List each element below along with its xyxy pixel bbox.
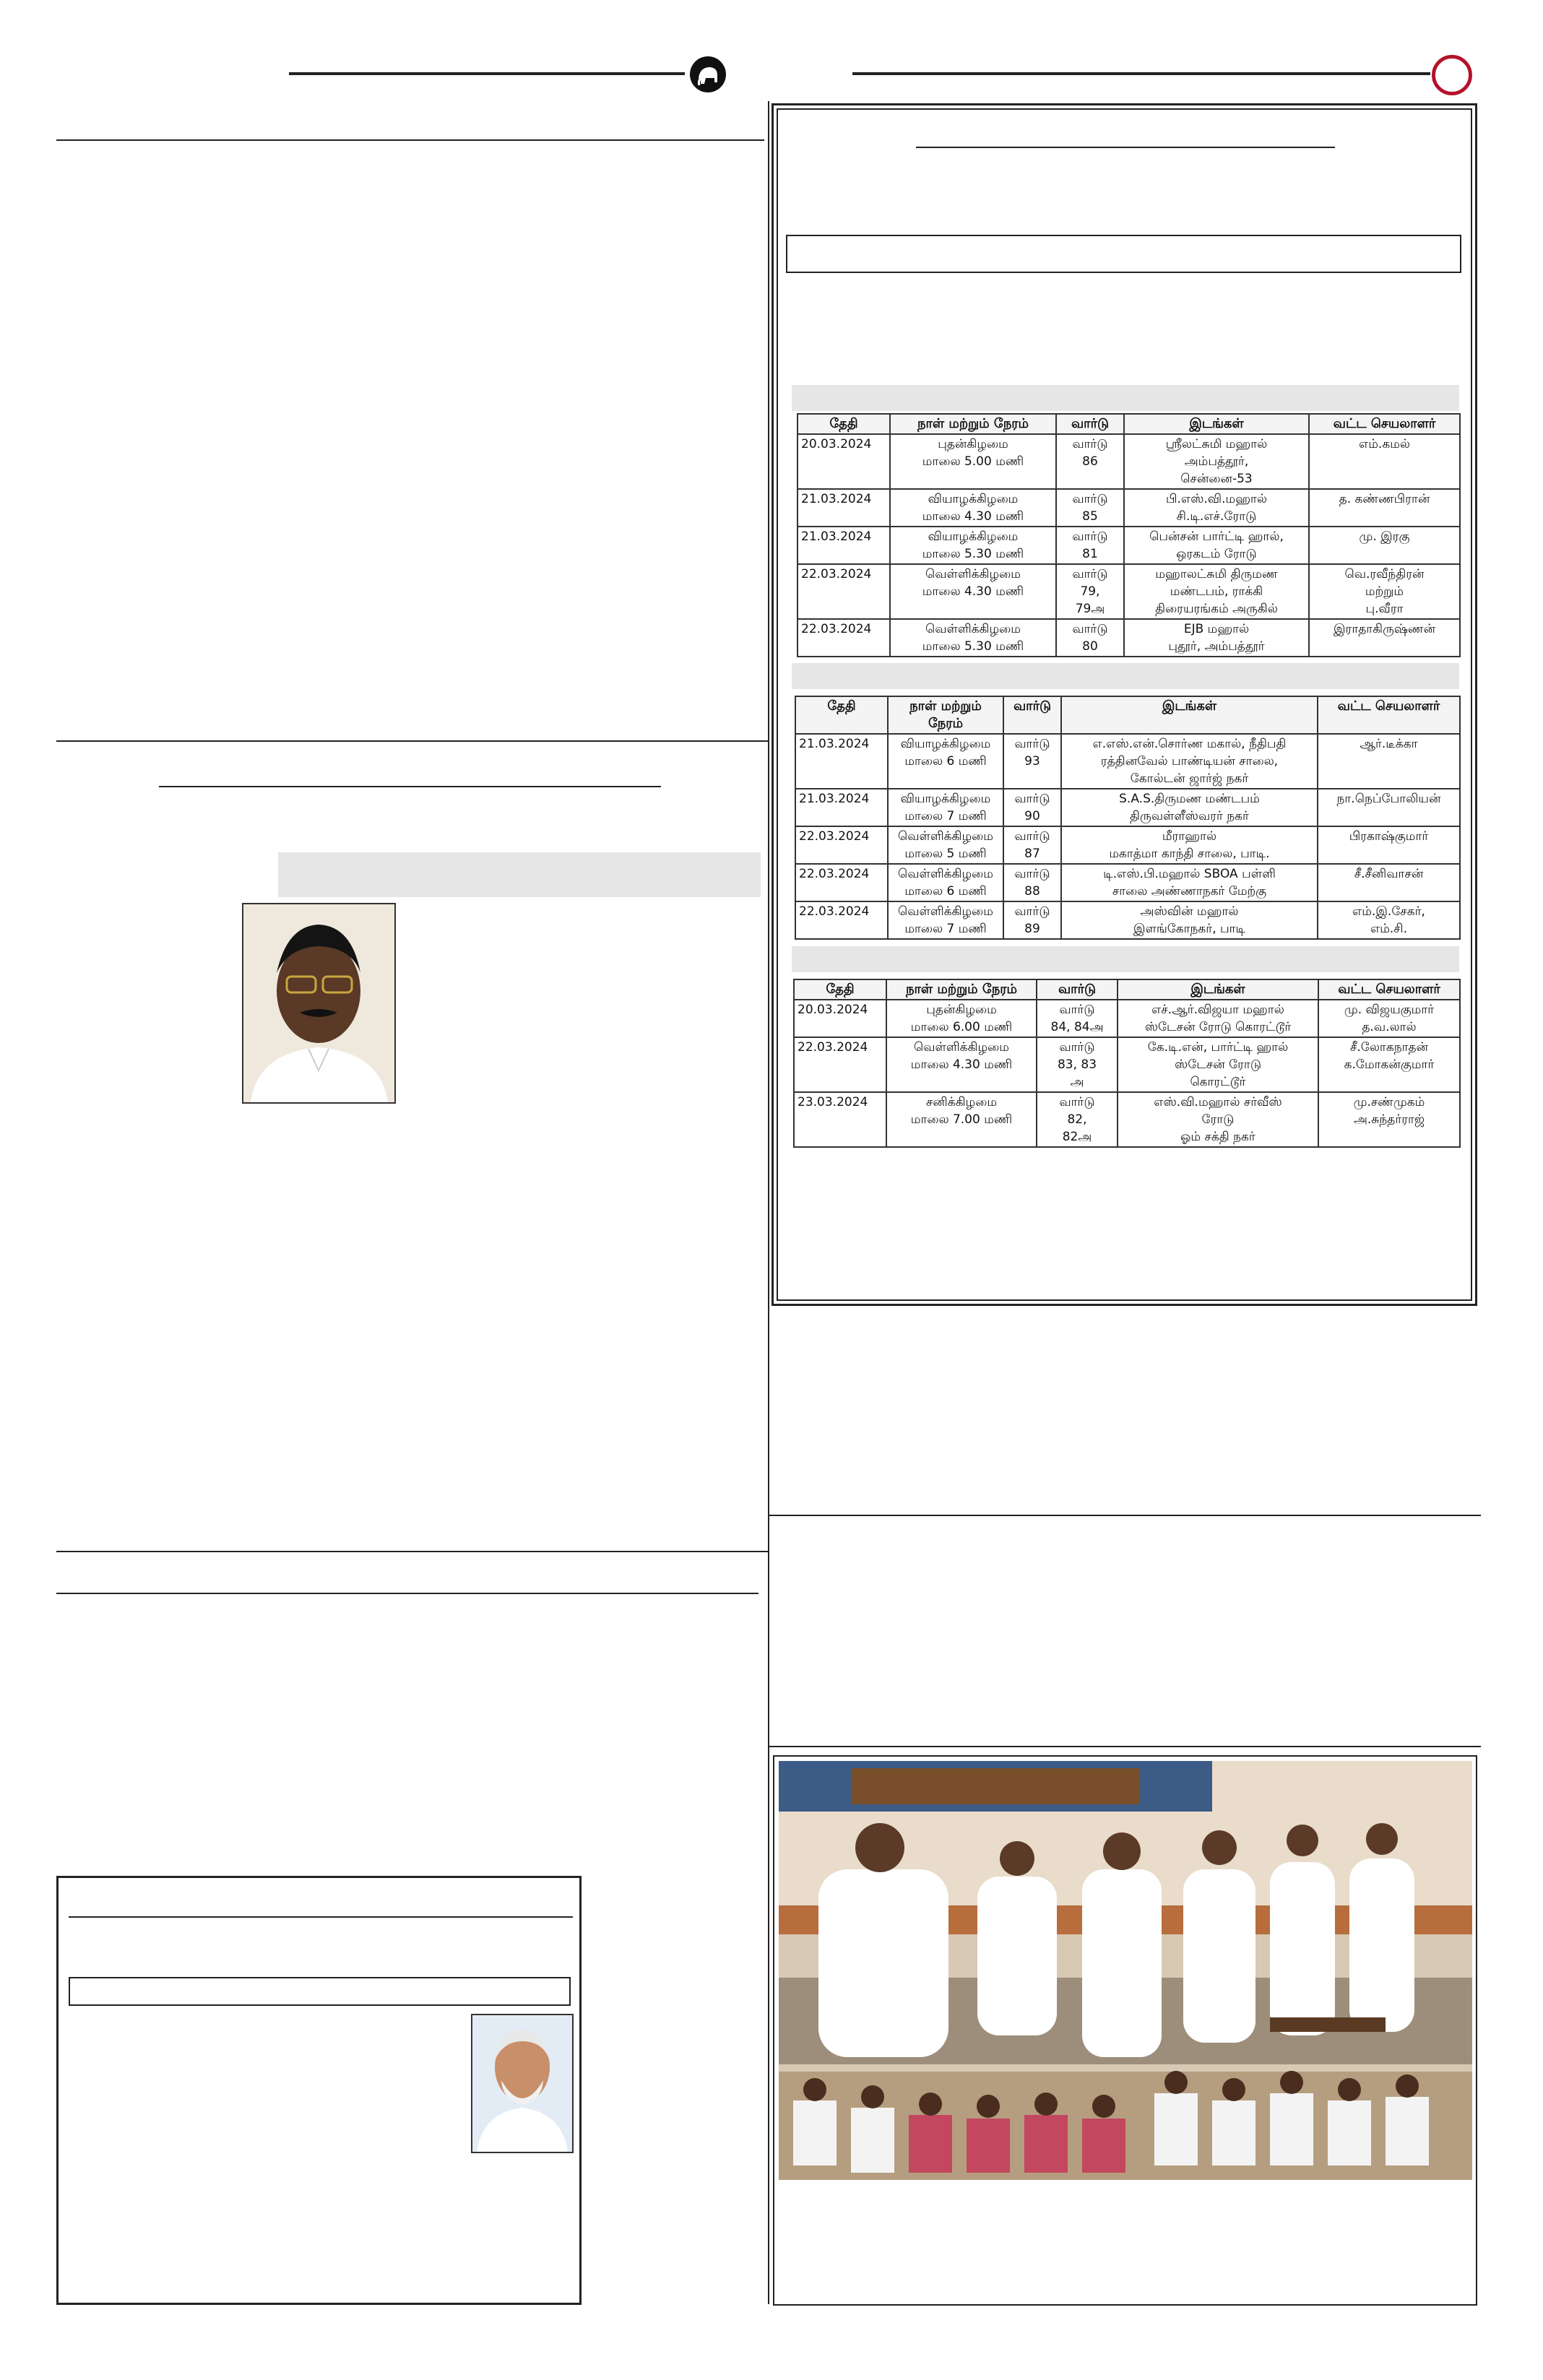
cell-line: ஸ்டேசன் ரோடு (1174, 1057, 1262, 1072)
section-1-band (792, 385, 1459, 411)
ward-cell (1003, 864, 1061, 901)
cell-line: வியாழக்கிழமை (928, 529, 1019, 544)
cell-line: மகாத்மா காந்தி சாலை, பாடி. (1109, 847, 1270, 861)
date-cell: 21.03.2024 (798, 527, 890, 564)
left-column-rule-lower-1 (56, 1551, 768, 1552)
cell-line: நா.நெப்போலியன் (1336, 792, 1441, 806)
cell-line: பிரகாஷ்குமார் (1349, 829, 1429, 844)
cell-line: எம்.சி. (1370, 922, 1408, 936)
cell-line: க.மோகன்குமார் (1344, 1057, 1435, 1072)
masthead-rule-left (289, 72, 685, 75)
cell-line: மாலை 6.00 மணி (910, 1020, 1013, 1034)
cell-line: 79அ (1075, 602, 1105, 616)
cell-line: EJB மஹால் (1183, 622, 1250, 636)
venue-cell (1061, 789, 1318, 826)
col-venue: இடங்கள் (1118, 979, 1318, 1000)
col-day-time: நாள் மற்றும் நேரம் (888, 696, 1003, 734)
table-row (798, 434, 1460, 489)
right-column-rule-2 (769, 1746, 1481, 1747)
cell-line: எம்.கமல் (1358, 437, 1410, 451)
cell-line: மாலை 5.00 மணி (922, 454, 1024, 469)
secretary-cell (1318, 789, 1460, 826)
col-date: தேதி (794, 979, 886, 1000)
column-divider (768, 101, 769, 2304)
cell-line: இளங்கோநகர், பாடி (1133, 922, 1246, 936)
col-ward: வார்டு (1037, 979, 1118, 1000)
cell-line: வெள்ளிக்கிழமை (898, 867, 993, 881)
cell-line: கே.டி.என், பார்ட்டி ஹால் (1147, 1040, 1289, 1055)
col-venue: இடங்கள் (1124, 414, 1309, 434)
venue-cell (1124, 619, 1309, 657)
cell-line: மு.சண்முகம் (1353, 1095, 1425, 1109)
col-secretary: வட்ட செயலாளர் (1318, 979, 1460, 1000)
notice-portrait-photo (471, 2014, 574, 2153)
cell-line: எச்.ஆர்.விஜயா மஹால் (1151, 1003, 1284, 1017)
secretary-cell (1318, 826, 1460, 864)
cell-line: அஸ்வின் மஹால் (1140, 904, 1239, 919)
date-cell: 22.03.2024 (798, 564, 890, 619)
day-time-cell (888, 901, 1003, 939)
col-venue: இடங்கள் (1061, 696, 1318, 734)
cell-line: இராதாகிருஷ்ணன் (1334, 622, 1435, 636)
cell-line: பி.எஸ்.வி.மஹால் (1165, 492, 1268, 506)
venue-cell (1061, 864, 1318, 901)
cell-line: வார்டு (1059, 1095, 1095, 1109)
schedule-table-3 (793, 979, 1461, 1148)
cell-line: திரையரங்கம் அருகில் (1155, 602, 1278, 616)
ward-cell (1003, 789, 1061, 826)
venue-cell (1124, 489, 1309, 527)
cell-line: புதன்கிழமை (938, 437, 1008, 451)
cell-line: வெள்ளிக்கிழமை (925, 622, 1021, 636)
cell-line: ஸ்ரீலட்சுமி மஹால் (1165, 437, 1268, 451)
cell-line: 87 (1024, 847, 1040, 861)
date-cell: 23.03.2024 (794, 1092, 886, 1147)
secretary-cell (1309, 489, 1460, 527)
cell-line: ரத்தினவேல் பாண்டியன் சாலை, (1100, 754, 1279, 769)
cell-line: த. கண்ணபிரான் (1339, 492, 1430, 506)
day-time-cell (888, 826, 1003, 864)
cell-line: சென்னை-53 (1180, 472, 1253, 486)
cell-line: S.A.S.திருமண மண்டபம் (1119, 792, 1260, 806)
page-number-circle-icon (1432, 55, 1472, 95)
cell-line: அ.சுந்தர்ராஜ் (1353, 1112, 1425, 1127)
cell-line: 82, (1067, 1112, 1087, 1127)
date-cell: 21.03.2024 (795, 789, 888, 826)
cell-line: சாலை அண்ணாநகர் மேற்கு (1112, 884, 1267, 899)
day-time-cell (888, 734, 1003, 789)
table-row (794, 1037, 1460, 1092)
secretary-cell (1309, 564, 1460, 619)
day-time-cell (886, 1000, 1037, 1037)
venue-cell (1124, 527, 1309, 564)
cell-line: மஹாலட்சுமி திருமண (1155, 567, 1278, 581)
table-row (798, 489, 1460, 527)
right-column-rule-1 (769, 1515, 1481, 1516)
secretary-cell (1309, 619, 1460, 657)
cell-line: மு. விஜயகுமார் (1344, 1003, 1435, 1017)
cell-line: 82அ (1062, 1130, 1092, 1144)
cell-line: வெ.ரவீந்திரன் (1344, 567, 1425, 581)
cell-line: எ.எஸ்.என்.சொர்ண மகால், நீதிபதி (1092, 737, 1287, 751)
cell-line: மாலை 7 மணி (904, 809, 987, 823)
cell-line: மீராஹால் (1162, 829, 1217, 844)
cell-line: 84, 84அ (1050, 1020, 1104, 1034)
cell-line: சி.டி.எச்.ரோடு (1176, 509, 1257, 524)
left-column-rule-mid (56, 740, 768, 742)
cell-line: வார்டு (1072, 492, 1108, 506)
cell-line: சீ.லோகநாதன் (1349, 1040, 1429, 1055)
cell-line: வார்டு (1059, 1040, 1095, 1055)
ward-cell (1056, 489, 1124, 527)
ward-cell (1056, 434, 1124, 489)
table-row (798, 564, 1460, 619)
cell-line: ஸ்டேசன் ரோடு கொரட்டூர் (1144, 1020, 1292, 1034)
secretary-cell (1318, 1000, 1460, 1037)
cell-line: வார்டு (1014, 867, 1050, 881)
secretary-cell (1318, 1037, 1460, 1092)
cell-line: மாலை 4.30 மணி (922, 584, 1024, 599)
venue-cell (1124, 434, 1309, 489)
venue-cell (1118, 1092, 1318, 1147)
day-time-cell (890, 434, 1056, 489)
cell-line: 89 (1024, 922, 1040, 936)
secretary-cell (1318, 864, 1460, 901)
table-row (794, 1000, 1460, 1037)
cell-line: பு.வீரா (1365, 602, 1404, 616)
col-secretary: வட்ட செயலாளர் (1318, 696, 1460, 734)
date-cell: 22.03.2024 (795, 901, 888, 939)
cell-line: வார்டு (1014, 904, 1050, 919)
cell-line: டி.எஸ்.பி.மஹால் SBOA பள்ளி (1103, 867, 1276, 881)
cell-line: பென்சன் பார்ட்டி ஹால், (1149, 529, 1284, 544)
date-cell: 21.03.2024 (798, 489, 890, 527)
date-cell: 22.03.2024 (795, 826, 888, 864)
venue-cell (1124, 564, 1309, 619)
article-title-underline (159, 786, 661, 787)
cell-line: கொரட்டூர் (1190, 1075, 1246, 1089)
article-subheading-band (278, 852, 761, 897)
left-column-rule-top (56, 139, 764, 141)
day-time-cell (888, 789, 1003, 826)
cell-line: திருவள்ளீஸ்வரர் நகர் (1130, 809, 1249, 823)
cell-line: வெள்ளிக்கிழமை (914, 1040, 1009, 1055)
cell-line: மாலை 7 மணி (904, 922, 987, 936)
ward-cell (1037, 1092, 1118, 1147)
cell-line: 90 (1024, 809, 1040, 823)
cell-line: 85 (1082, 509, 1098, 524)
date-cell: 22.03.2024 (794, 1037, 886, 1092)
cell-line: ரோடு (1201, 1112, 1235, 1127)
table-3-body (794, 1000, 1460, 1147)
ward-cell (1037, 1037, 1118, 1092)
cell-line: வார்டு (1014, 737, 1050, 751)
event-meeting-photo (779, 1761, 1472, 2180)
masthead-rule-right (852, 72, 1430, 75)
col-date: தேதி (795, 696, 888, 734)
date-cell: 22.03.2024 (795, 864, 888, 901)
day-time-cell (886, 1037, 1037, 1092)
cell-line: மாலை 4.30 மணி (910, 1057, 1013, 1072)
col-ward: வார்டு (1056, 414, 1124, 434)
table-row (795, 826, 1460, 864)
venue-cell (1118, 1000, 1318, 1037)
col-date: தேதி (798, 414, 890, 434)
day-time-cell (888, 864, 1003, 901)
cell-line: எம்.இ.சேகர், (1352, 904, 1425, 919)
cell-line: வார்டு (1072, 529, 1108, 544)
cell-line: வியாழக்கிழமை (900, 737, 991, 751)
cell-line: மு. இரகு (1359, 529, 1410, 544)
cell-line: 80 (1082, 639, 1098, 654)
cell-line: 79, (1080, 584, 1100, 599)
cell-line: வியாழக்கிழமை (928, 492, 1019, 506)
cell-line: ஒரகடம் ரோடு (1176, 547, 1257, 561)
cell-line: மாலை 6 மணி (904, 754, 987, 769)
table-row (798, 527, 1460, 564)
cell-line: ஓம் சக்தி நகர் (1180, 1130, 1255, 1144)
cell-line: மண்டபம், ராக்கி (1170, 584, 1263, 599)
day-time-cell (890, 527, 1056, 564)
cell-line: வார்டு (1059, 1003, 1095, 1017)
table-2-body (795, 734, 1460, 939)
cell-line: வெள்ளிக்கிழமை (898, 829, 993, 844)
venue-cell (1118, 1037, 1318, 1092)
ward-cell (1056, 527, 1124, 564)
ward-cell (1056, 619, 1124, 657)
cell-line: மாலை 5 மணி (904, 847, 987, 861)
col-secretary: வட்ட செயலாளர் (1309, 414, 1460, 434)
ward-cell (1003, 734, 1061, 789)
notice-heading-frame (69, 1977, 571, 2006)
secretary-cell (1318, 1092, 1460, 1147)
table-row (795, 789, 1460, 826)
notice-title-rule (69, 1916, 573, 1918)
date-cell: 22.03.2024 (798, 619, 890, 657)
date-cell: 20.03.2024 (798, 434, 890, 489)
table-row (798, 619, 1460, 657)
cell-line: மாலை 4.30 மணி (922, 509, 1024, 524)
cell-line: புதன்கிழமை (926, 1003, 997, 1017)
cell-line: 86 (1082, 454, 1098, 469)
col-ward: வார்டு (1003, 696, 1061, 734)
table-row (795, 864, 1460, 901)
ward-cell (1003, 901, 1061, 939)
ward-cell (1037, 1000, 1118, 1037)
cell-line: சீ.சீனிவாசன் (1354, 867, 1424, 881)
cell-line: மாலை 6 மணி (904, 884, 987, 899)
venue-cell (1061, 734, 1318, 789)
cell-line: வியாழக்கிழமை (900, 792, 991, 806)
table-row (795, 901, 1460, 939)
cell-line: 93 (1024, 754, 1040, 769)
schedule-heading-frame (786, 235, 1461, 273)
ward-cell (1003, 826, 1061, 864)
cell-line: 83, 83 (1057, 1057, 1097, 1072)
cell-line: 81 (1082, 547, 1098, 561)
schedule-table-1 (797, 413, 1461, 657)
col-day-time: நாள் மற்றும் நேரம் (886, 979, 1037, 1000)
author-portrait-photo (242, 903, 396, 1104)
date-cell: 20.03.2024 (794, 1000, 886, 1037)
cell-line: வார்டு (1072, 622, 1108, 636)
secretary-cell (1318, 734, 1460, 789)
schedule-title-rule (916, 147, 1335, 148)
cell-line: எஸ்.வி.மஹால் சர்வீஸ் (1154, 1095, 1282, 1109)
secretary-cell (1318, 901, 1460, 939)
cell-line: மற்றும் (1365, 584, 1404, 599)
cell-line: வார்டு (1014, 792, 1050, 806)
cell-line: மாலை 5.30 மணி (922, 639, 1024, 654)
cell-line: வெள்ளிக்கிழமை (925, 567, 1021, 581)
cell-line: ஆர்.டீக்கா (1360, 737, 1418, 751)
elephant-emblem-icon (690, 56, 726, 92)
cell-line: மாலை 5.30 மணி (922, 547, 1024, 561)
cell-line: வார்டு (1072, 437, 1108, 451)
cell-line: வார்டு (1072, 567, 1108, 581)
ward-cell (1056, 564, 1124, 619)
cell-line: கோல்டன் ஜார்ஜ் நகர் (1130, 771, 1249, 786)
schedule-table-2 (795, 696, 1461, 940)
table-row (795, 734, 1460, 789)
date-cell: 21.03.2024 (795, 734, 888, 789)
cell-line: புதூர், அம்பத்தூர் (1168, 639, 1265, 654)
secretary-cell (1309, 527, 1460, 564)
cell-line: 88 (1024, 884, 1040, 899)
cell-line: மாலை 7.00 மணி (910, 1112, 1013, 1127)
cell-line: அ (1070, 1075, 1084, 1089)
day-time-cell (890, 564, 1056, 619)
day-time-cell (890, 619, 1056, 657)
table-1-body (798, 434, 1460, 657)
day-time-cell (890, 489, 1056, 527)
left-column-rule-lower-2 (56, 1593, 758, 1594)
secretary-cell (1309, 434, 1460, 489)
cell-line: சனிக்கிழமை (926, 1095, 997, 1109)
cell-line: அம்பத்தூர், (1184, 454, 1249, 469)
section-2-band (792, 663, 1459, 689)
table-row (794, 1092, 1460, 1147)
cell-line: வார்டு (1014, 829, 1050, 844)
cell-line: த.வ.லால் (1362, 1020, 1417, 1034)
day-time-cell (886, 1092, 1037, 1147)
section-3-band (792, 946, 1459, 972)
cell-line: வெள்ளிக்கிழமை (898, 904, 993, 919)
col-day-time: நாள் மற்றும் நேரம் (890, 414, 1056, 434)
venue-cell (1061, 901, 1318, 939)
venue-cell (1061, 826, 1318, 864)
